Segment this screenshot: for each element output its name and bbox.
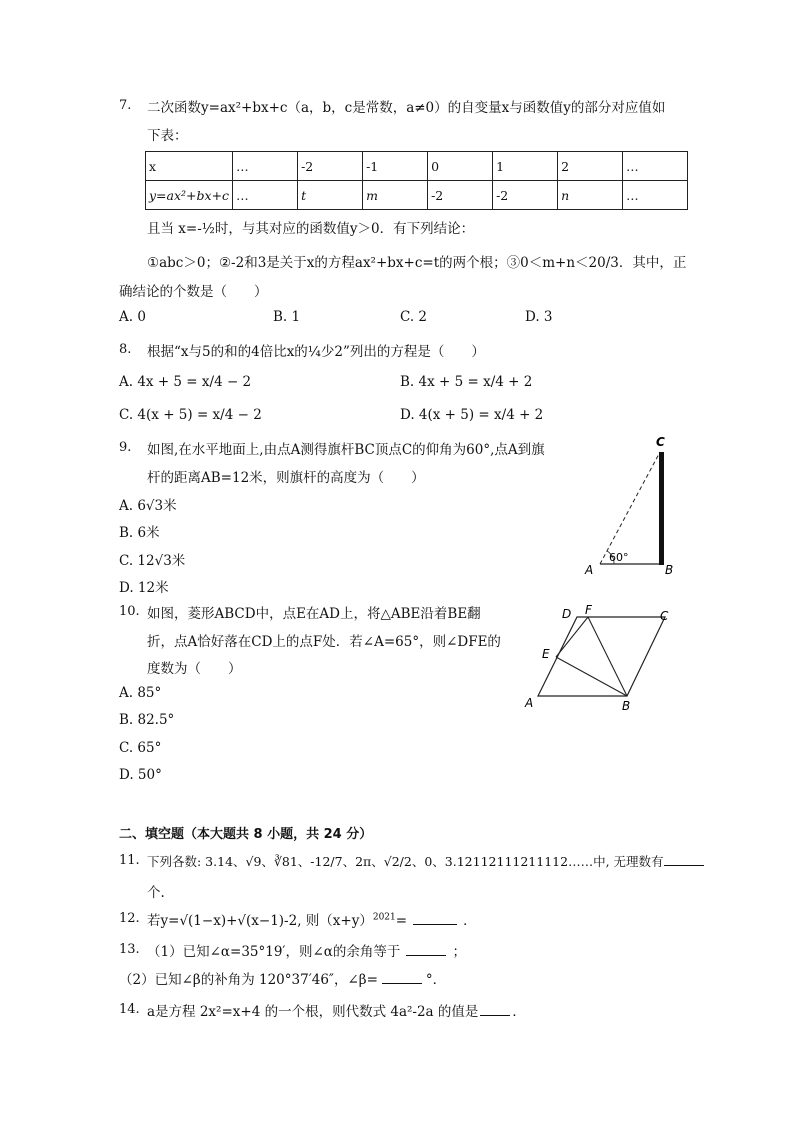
q11-number: 11. (119, 853, 140, 868)
q14-text: a是方程 2x²=x+4 的一个根，则代数式 4a²-2a 的值是 (147, 1004, 479, 1020)
q8-stem: 根据“x与5的和的4倍比x的¼少2”列出的方程是（ ） (147, 344, 485, 360)
q12-stem (147, 909, 477, 929)
q13-part2 (119, 968, 446, 988)
q9-option-d[interactable]: D. 12米 (119, 580, 169, 596)
table-cell: 2 (558, 152, 623, 181)
table-cell: -2 (298, 152, 363, 181)
point-c-label: C (660, 609, 669, 623)
q9-stem-line1: 如图,在水平地面上,由点A测得旗杆BC顶点C的仰角为60°,点A到旗 (147, 442, 545, 458)
q7-option-d[interactable]: D. 3 (525, 309, 553, 325)
q12-exponent: 2021 (372, 912, 396, 923)
table-cell: … (623, 152, 688, 181)
q11-stem-text: 下列各数: 3.14、√9、∛81、-12/7、2π、√2/2、0、3.12112111211112……中, 无理数有 (147, 854, 664, 869)
sight-line (600, 452, 660, 564)
table-cell: m (363, 181, 428, 210)
table-cell: y=ax²+bx+c (146, 181, 233, 210)
q12-text-a: 若y=√(1−x)+√(x−1)-2, 则（x+y） (147, 913, 373, 929)
point-e-label: E (542, 647, 550, 661)
q7-option-c[interactable]: C. 2 (400, 309, 428, 325)
point-a-label: A (525, 696, 534, 710)
q12-answer-blank[interactable] (413, 910, 457, 925)
q10-option-c[interactable]: C. 65° (119, 740, 162, 756)
table-cell: n (558, 181, 623, 210)
q14-number: 14. (119, 1002, 140, 1017)
q7-stem-line4: 确结论的个数是（ ） (119, 284, 268, 300)
q13-part1 (147, 940, 466, 960)
q13-part1-blank[interactable] (406, 941, 446, 956)
q7-conclusions: ①abc＞0；②-2和3是关于x的方程ax²+bx+c=t的两个根；③0＜m+n＜20/3．其中，正 (147, 255, 687, 271)
q10-option-a[interactable]: A. 85° (119, 685, 162, 701)
table-row (146, 181, 688, 210)
flagpole (659, 452, 664, 565)
q7-value-table (145, 151, 688, 210)
q13-part2-end: °． (425, 972, 447, 988)
q10-stem-line1: 如图，菱形ABCD中，点E在AD上，将△ABE沿着BE翻 (147, 606, 481, 622)
q9-option-c[interactable]: C. 12√3米 (119, 553, 186, 569)
point-a-label: A (585, 563, 594, 577)
table-cell: -2 (493, 181, 558, 210)
q7-option-a[interactable]: A. 0 (119, 309, 146, 325)
q7-option-b[interactable]: B. 1 (273, 309, 301, 325)
q7-number: 7. (119, 98, 132, 113)
segment-ef (556, 617, 588, 657)
q10-option-d[interactable]: D. 50° (119, 767, 162, 783)
q7-condition: 且当 x=-½时，与其对应的函数值y＞0．有下列结论： (147, 221, 475, 237)
q8-option-d[interactable]: D. 4(x + 5) = x/4 + 2 (400, 407, 544, 423)
point-c-label: C (656, 435, 665, 449)
point-b-label: B (622, 699, 631, 713)
q9-number: 9. (119, 440, 132, 455)
q11-stem-line2: 个. (147, 885, 165, 901)
q14-stem (147, 1000, 526, 1020)
table-cell: 1 (493, 152, 558, 181)
q11-stem-line1 (147, 851, 704, 870)
point-d-label: D (562, 607, 572, 621)
table-cell: t (298, 181, 363, 210)
q9-option-a[interactable]: A. 6√3米 (119, 498, 177, 514)
table-cell: … (233, 152, 298, 181)
q7-stem-line2: 下表： (147, 128, 188, 144)
q8-number: 8. (119, 342, 132, 357)
q10-option-b[interactable]: B. 82.5° (119, 712, 175, 728)
table-cell: … (233, 181, 298, 210)
segment-bf (588, 617, 627, 696)
q12-number: 12. (119, 911, 140, 926)
q9-option-b[interactable]: B. 6米 (119, 525, 160, 541)
angle-label: 60° (609, 551, 629, 564)
q10-number: 10. (119, 604, 140, 619)
q10-stem-line2: 折，点A恰好落在CD上的点F处．若∠A=65°，则∠DFE的 (147, 634, 501, 650)
table-row (146, 152, 688, 181)
q12-text-b: = (395, 913, 408, 929)
table-cell: … (623, 181, 688, 210)
q13-number: 13. (119, 942, 140, 957)
q9-stem-line2: 杆的距离AB=12米，则旗杆的高度为（ ） (147, 470, 425, 486)
point-f-label: F (585, 603, 592, 617)
q13-part1-end: ； (452, 944, 466, 960)
q13-part2-blank[interactable] (382, 969, 422, 984)
q12-end: ． (463, 913, 477, 929)
q9-flagpole-figure (580, 432, 680, 580)
q13-part1-text: （1）已知∠α=35°19′，则∠α的余角等于 (147, 944, 401, 960)
q8-option-b[interactable]: B. 4x + 5 = x/4 + 2 (400, 374, 533, 390)
q14-end: ． (512, 1004, 526, 1020)
point-b-label: B (665, 563, 674, 577)
table-cell: -1 (363, 152, 428, 181)
q11-answer-blank[interactable] (664, 851, 704, 866)
q10-rhombus-figure (520, 600, 680, 715)
section-title-fill-in: 二、填空题（本大题共 8 小题，共 24 分） (119, 827, 373, 842)
table-cell: x (146, 152, 233, 181)
q13-part2-text: （2）已知∠β的补角为 120°37′46″，∠β= (119, 972, 378, 988)
q8-option-a[interactable]: A. 4x + 5 = x/4 − 2 (119, 374, 252, 390)
q10-stem-line3: 度数为（ ） (147, 661, 242, 677)
q14-answer-blank[interactable] (480, 1001, 510, 1016)
table-cell: 0 (428, 152, 493, 181)
table-cell: -2 (428, 181, 493, 210)
segment-be (556, 657, 627, 696)
q7-stem-line1: 二次函数y=ax²+bx+c（a，b，c是常数，a≠0）的自变量x与函数值y的部分对应值如 (147, 100, 666, 116)
q8-option-c[interactable]: C. 4(x + 5) = x/4 − 2 (119, 407, 262, 423)
